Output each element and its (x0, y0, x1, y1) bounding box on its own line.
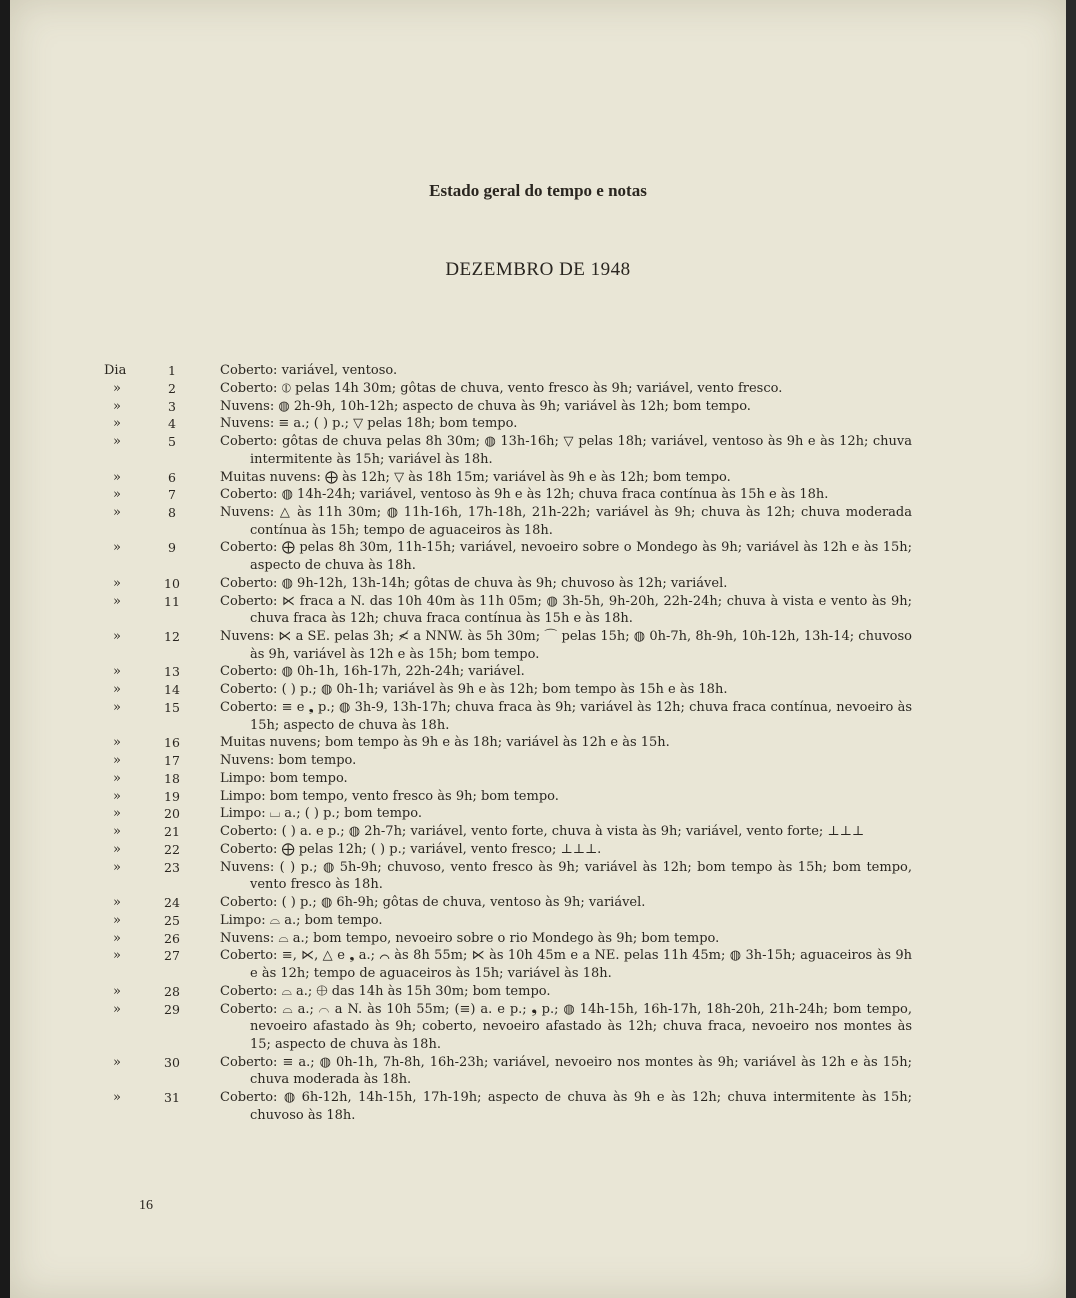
day-notes: Coberto: ⦶ pelas 14h 30m; gôtas de chuva, vento fresco às 9h; variável, vento fresco. (220, 380, 783, 396)
day-entry (0, 841, 1076, 859)
day-number: 8 (168, 505, 176, 521)
day-notes: Coberto: ( ) a. e p.; ◍ 2h-7h; variável, vento forte, chuva à vista às 9h; variável, vento forte; ⊥⊥⊥ (220, 824, 865, 840)
ditto-mark: » (113, 487, 121, 503)
day-entry (0, 788, 1076, 806)
day-entry (0, 504, 1076, 539)
ditto-mark: » (113, 380, 121, 396)
day-entry (0, 930, 1076, 948)
day-entry (0, 983, 1076, 1001)
ditto-mark: » (113, 983, 121, 999)
ditto-mark: » (113, 434, 121, 450)
ditto-mark: » (113, 593, 121, 609)
day-notes: Nuvens: ( ) p.; ◍ 5h-9h; chuvoso, vento fresco às 9h; variável às 12h; bom tempo às 15h; bom tempo, vento fresco às 18h. (220, 859, 912, 893)
ditto-mark: » (113, 788, 121, 804)
day-entry (0, 894, 1076, 912)
ditto-mark: » (113, 753, 121, 769)
day-notes: Limpo: ⌓ a.; bom tempo. (220, 912, 383, 928)
day-number: 9 (168, 540, 176, 556)
day-entry (0, 1089, 1076, 1124)
day-number: 28 (164, 983, 180, 999)
day-notes: Coberto: ≡, ⋉, △ e ❟ a.; ⌒ às 8h 55m; ⋉ às 10h 45m e a NE. pelas 11h 45m; ◍ 3h-15h; aguaceiros às 9h e às 12h; tempo de aguaceiros às 15h; variável às 18h. (220, 948, 912, 982)
day-notes: Limpo: ⌴ a.; ( ) p.; bom tempo. (220, 806, 422, 822)
day-entry (0, 770, 1076, 788)
day-number: 19 (164, 788, 180, 804)
day-number: 13 (164, 664, 180, 680)
ditto-mark: » (113, 824, 121, 840)
ditto-mark: » (113, 682, 121, 698)
day-entry (0, 469, 1076, 487)
day-entry (0, 575, 1076, 593)
ditto-mark: » (113, 1089, 121, 1105)
day-number: 26 (164, 930, 180, 946)
day-number: 6 (168, 469, 176, 485)
ditto-mark: » (113, 699, 121, 715)
ditto-mark: » (113, 859, 121, 875)
ditto-mark: » (113, 575, 121, 591)
day-number: 16 (164, 735, 180, 751)
day-entry (0, 699, 1076, 734)
day-number: 10 (164, 575, 180, 591)
day-entry (0, 1001, 1076, 1054)
day-number: 2 (168, 380, 176, 396)
day-entry (0, 805, 1076, 823)
day-number: 22 (164, 841, 180, 857)
ditto-mark: » (113, 628, 121, 644)
ditto-mark: » (113, 505, 121, 521)
day-notes: Coberto: ≡ a.; ◍ 0h-1h, 7h-8h, 16h-23h; variável, nevoeiro nos montes às 9h; variável às 12h e às 15h; chuva moderada às 18h. (220, 1054, 912, 1088)
day-number: 27 (164, 948, 180, 964)
day-entry (0, 486, 1076, 504)
ditto-mark: » (113, 416, 121, 432)
ditto-mark: » (113, 770, 121, 786)
day-notes: Coberto: ◍ 9h-12h, 13h-14h; gôtas de chuva às 9h; chuvoso às 12h; variável. (220, 575, 728, 591)
day-entry (0, 734, 1076, 752)
day-number: 17 (164, 753, 180, 769)
day-number: 24 (164, 895, 180, 911)
day-entry (0, 539, 1076, 574)
day-number: 7 (168, 487, 176, 503)
day-notes: Nuvens: ≡ a.; ( ) p.; ▽ pelas 18h; bom tempo. (220, 416, 518, 432)
day-number: 14 (164, 682, 180, 698)
day-entry (0, 681, 1076, 699)
ditto-mark: » (113, 540, 121, 556)
day-notes: Coberto: ( ) p.; ◍ 6h-9h; gôtas de chuva, ventoso às 9h; variável. (220, 895, 646, 911)
day-number: 5 (168, 434, 176, 450)
month-title: DEZEMBRO DE 1948 (445, 259, 631, 280)
ditto-mark: » (113, 1001, 121, 1017)
day-number: 20 (164, 806, 180, 822)
day-entry (0, 398, 1076, 416)
day-notes: Nuvens: △ às 11h 30m; ◍ 11h-16h, 17h-18h, 21h-22h; variável às 9h; chuva às 12h; chuva moderada contínua às 15h; tempo de aguaceiros às 18h. (220, 505, 912, 538)
day-notes: Coberto: gôtas de chuva pelas 8h 30m; ◍ 13h-16h; ▽ pelas 18h; variável, ventoso às 9h e às 12h; chuva intermitente às 15h; variável às 18h. (220, 434, 912, 467)
day-number: 4 (168, 416, 176, 432)
day-notes: Nuvens: ⋉ a SE. pelas 3h; ≮ a NNW. às 5h 30m; ⌒ pelas 15h; ◍ 0h-7h, 8h-9h, 10h-12h, 13h-14; chuvoso às 9h, variável às 12h e às 15h; bom tempo. (220, 628, 912, 662)
day-entry (0, 380, 1076, 398)
daily-entries-list (0, 362, 1076, 1124)
day-notes: Limpo: bom tempo. (220, 770, 348, 786)
day-notes: Coberto: ⌓ a.; ⌒ a N. às 10h 55m; (≡) a. e p.; ❟ p.; ◍ 14h-15h, 16h-17h, 18h-20h, 21h-24h; bom tempo, nevoeiro afastado às 9h; coberto, nevoeiro afastado às 12h; chuva fraca, nevoeiro nos montes às 15; aspecto de chuva às 18h. (220, 1001, 912, 1052)
day-entry (0, 752, 1076, 770)
day-number: 3 (168, 398, 176, 414)
day-notes: Nuvens: bom tempo. (220, 753, 357, 769)
day-notes: Nuvens: ⌓ a.; bom tempo, nevoeiro sobre o rio Mondego às 9h; bom tempo. (220, 930, 720, 946)
day-notes: Coberto: ⌓ a.; ⨁ das 14h às 15h 30m; bom tempo. (220, 983, 551, 999)
day-notes: Coberto: ≡ e ❟ p.; ◍ 3h-9, 13h-17h; chuva fraca às 9h; variável às 12h; chuva fraca contínua, nevoeiro às 15h; aspecto de chuva às 18h. (220, 699, 912, 733)
ditto-mark: » (113, 948, 121, 964)
day-notes: Muitas nuvens: ⨁ às 12h; ▽ às 18h 15m; variável às 9h e às 12h; bom tempo. (220, 469, 731, 485)
day-notes: Coberto: variável, ventoso. (220, 363, 398, 378)
day-number: 23 (164, 859, 180, 875)
day-notes: Coberto: ◍ 0h-1h, 16h-17h, 22h-24h; variável. (220, 664, 525, 680)
day-number: 21 (164, 824, 180, 840)
day-number: 31 (164, 1089, 180, 1105)
day-notes: Limpo: bom tempo, vento fresco às 9h; bom tempo. (220, 788, 559, 804)
day-entry (0, 628, 1076, 663)
day-notes: Coberto: ( ) p.; ◍ 0h-1h; variável às 9h e às 12h; bom tempo às 15h e às 18h. (220, 682, 728, 698)
day-column-label: Dia (104, 363, 127, 378)
day-number: 30 (164, 1054, 180, 1070)
day-entry (0, 1054, 1076, 1089)
day-number: 18 (164, 770, 180, 786)
day-number: 12 (164, 628, 180, 644)
ditto-mark: » (113, 930, 121, 946)
day-number: 1 (168, 363, 176, 378)
day-notes: Coberto: ◍ 6h-12h, 14h-15h, 17h-19h; aspecto de chuva às 9h e às 12h; chuva intermitente às 15h; chuvoso às 18h. (220, 1089, 912, 1123)
ditto-mark: » (113, 1054, 121, 1070)
ditto-mark: » (113, 841, 121, 857)
section-heading: Estado geral do tempo e notas (429, 181, 647, 200)
day-entry (0, 362, 1076, 380)
day-notes: Nuvens: ◍ 2h-9h, 10h-12h; aspecto de chuva às 9h; variável às 12h; bom tempo. (220, 398, 751, 414)
day-entry (0, 593, 1076, 628)
day-number: 11 (164, 593, 180, 609)
page-number: 16 (139, 1198, 153, 1213)
day-entry (0, 947, 1076, 982)
ditto-mark: » (113, 469, 121, 485)
day-notes: Coberto: ⋉ fraca a N. das 10h 40m às 11h 05m; ◍ 3h-5h, 9h-20h, 22h-24h; chuva à vista e vento às 9h; chuva fraca às 12h; chuva fraca contínua às 15h e às 18h. (220, 593, 912, 627)
day-notes: Coberto: ◍ 14h-24h; variável, ventoso às 9h e às 12h; chuva fraca contínua às 15h e às 18h. (220, 487, 829, 503)
day-number: 29 (164, 1001, 180, 1017)
day-number: 15 (164, 699, 180, 715)
day-entry (0, 823, 1076, 841)
day-notes: Coberto: ⨁ pelas 12h; ( ) p.; variável, vento fresco; ⊥⊥⊥. (220, 841, 602, 857)
ditto-mark: » (113, 398, 121, 414)
ditto-mark: » (113, 895, 121, 911)
day-entry (0, 415, 1076, 433)
day-entry (0, 912, 1076, 930)
ditto-mark: » (113, 912, 121, 928)
day-notes: Muitas nuvens; bom tempo às 9h e às 18h; variável às 12h e às 15h. (220, 735, 670, 751)
day-entry (0, 663, 1076, 681)
day-entry (0, 859, 1076, 894)
ditto-mark: » (113, 806, 121, 822)
ditto-mark: » (113, 735, 121, 751)
day-entry (0, 433, 1076, 468)
day-notes: Coberto: ⨁ pelas 8h 30m, 11h-15h; variável, nevoeiro sobre o Mondego às 9h; variável às 12h e às 15h; aspecto de chuva às 18h. (220, 540, 912, 574)
day-number: 25 (164, 912, 180, 928)
ditto-mark: » (113, 664, 121, 680)
